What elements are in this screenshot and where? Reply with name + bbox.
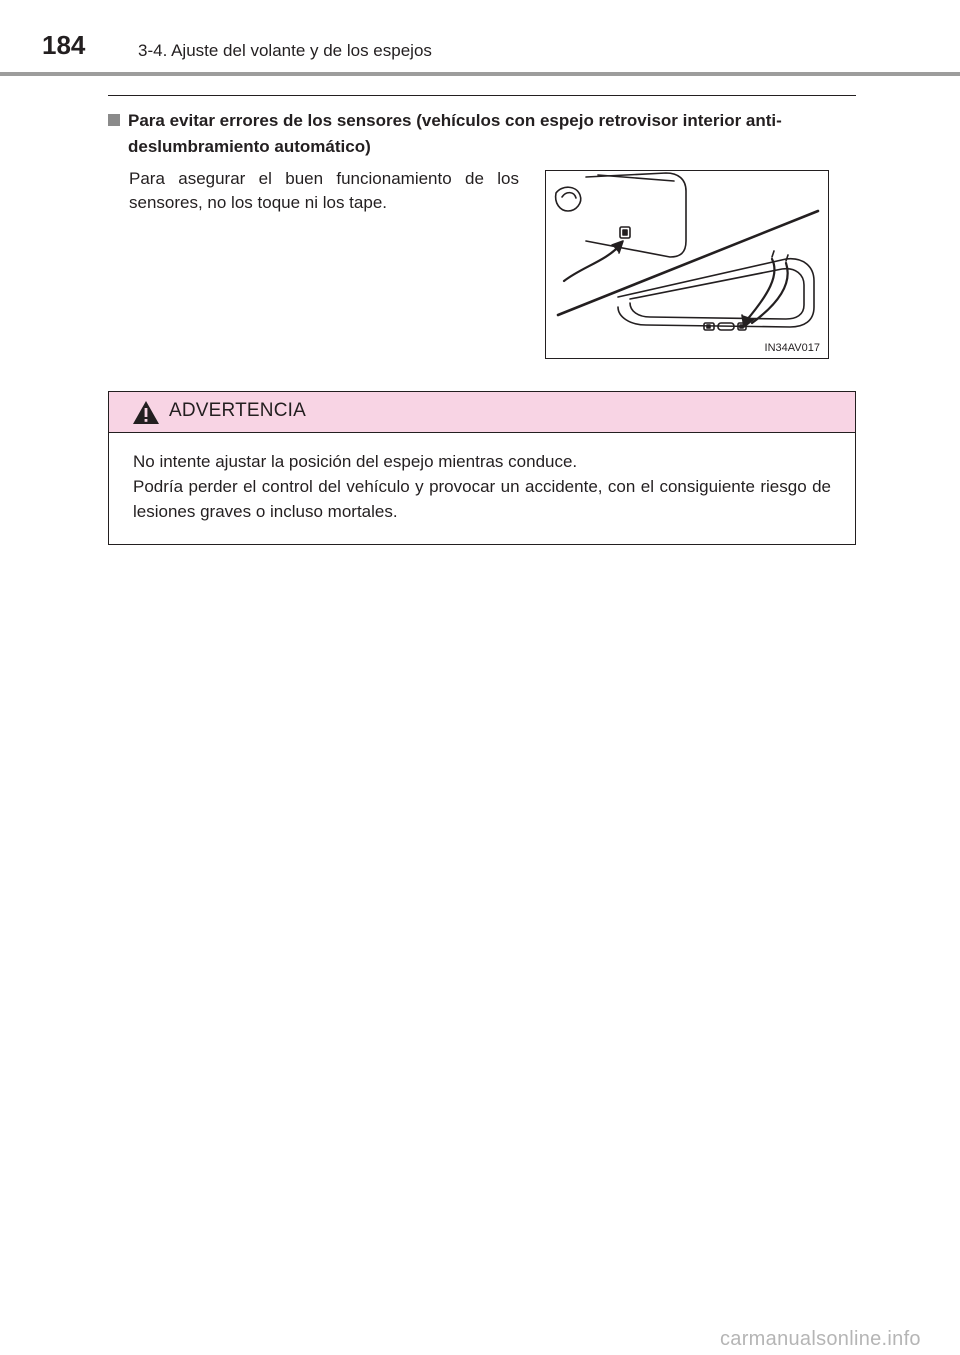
watermark: carmanualsonline.info bbox=[720, 1328, 921, 1350]
rearview-mirror-sensors-icon bbox=[546, 171, 828, 358]
warning-box bbox=[108, 391, 856, 545]
page-number: 184 bbox=[42, 30, 86, 60]
warning-title: ADVERTENCIA bbox=[169, 400, 306, 421]
section-divider bbox=[108, 95, 856, 96]
section-body-text: Para asegurar el buen funcionamiento de los sensores, no los toque ni los tape. bbox=[129, 169, 519, 212]
warning-line2: Podría perder el control del vehículo y provocar un accidente, con el consiguiente riesgo de lesiones graves o incluso mortales. bbox=[133, 477, 831, 521]
warning-header bbox=[109, 392, 855, 433]
square-bullet-icon bbox=[108, 114, 120, 126]
warning-triangle-icon bbox=[132, 400, 160, 425]
warning-body bbox=[133, 449, 831, 524]
mirror-figure bbox=[545, 170, 829, 359]
warning-line1: No intente ajustar la posición del espejo mientras conduce. bbox=[133, 452, 578, 471]
section-heading-line2: deslumbramiento automático) bbox=[128, 137, 371, 156]
running-header-title: 3-4. Ajuste del volante y de los espejos bbox=[138, 41, 432, 60]
section-heading-line1: Para evitar errores de los sensores (vehículos con espejo retrovisor interior anti- bbox=[128, 111, 782, 130]
section-heading bbox=[108, 108, 858, 160]
header-divider bbox=[0, 72, 960, 76]
figure-code: IN34AV017 bbox=[764, 342, 820, 354]
